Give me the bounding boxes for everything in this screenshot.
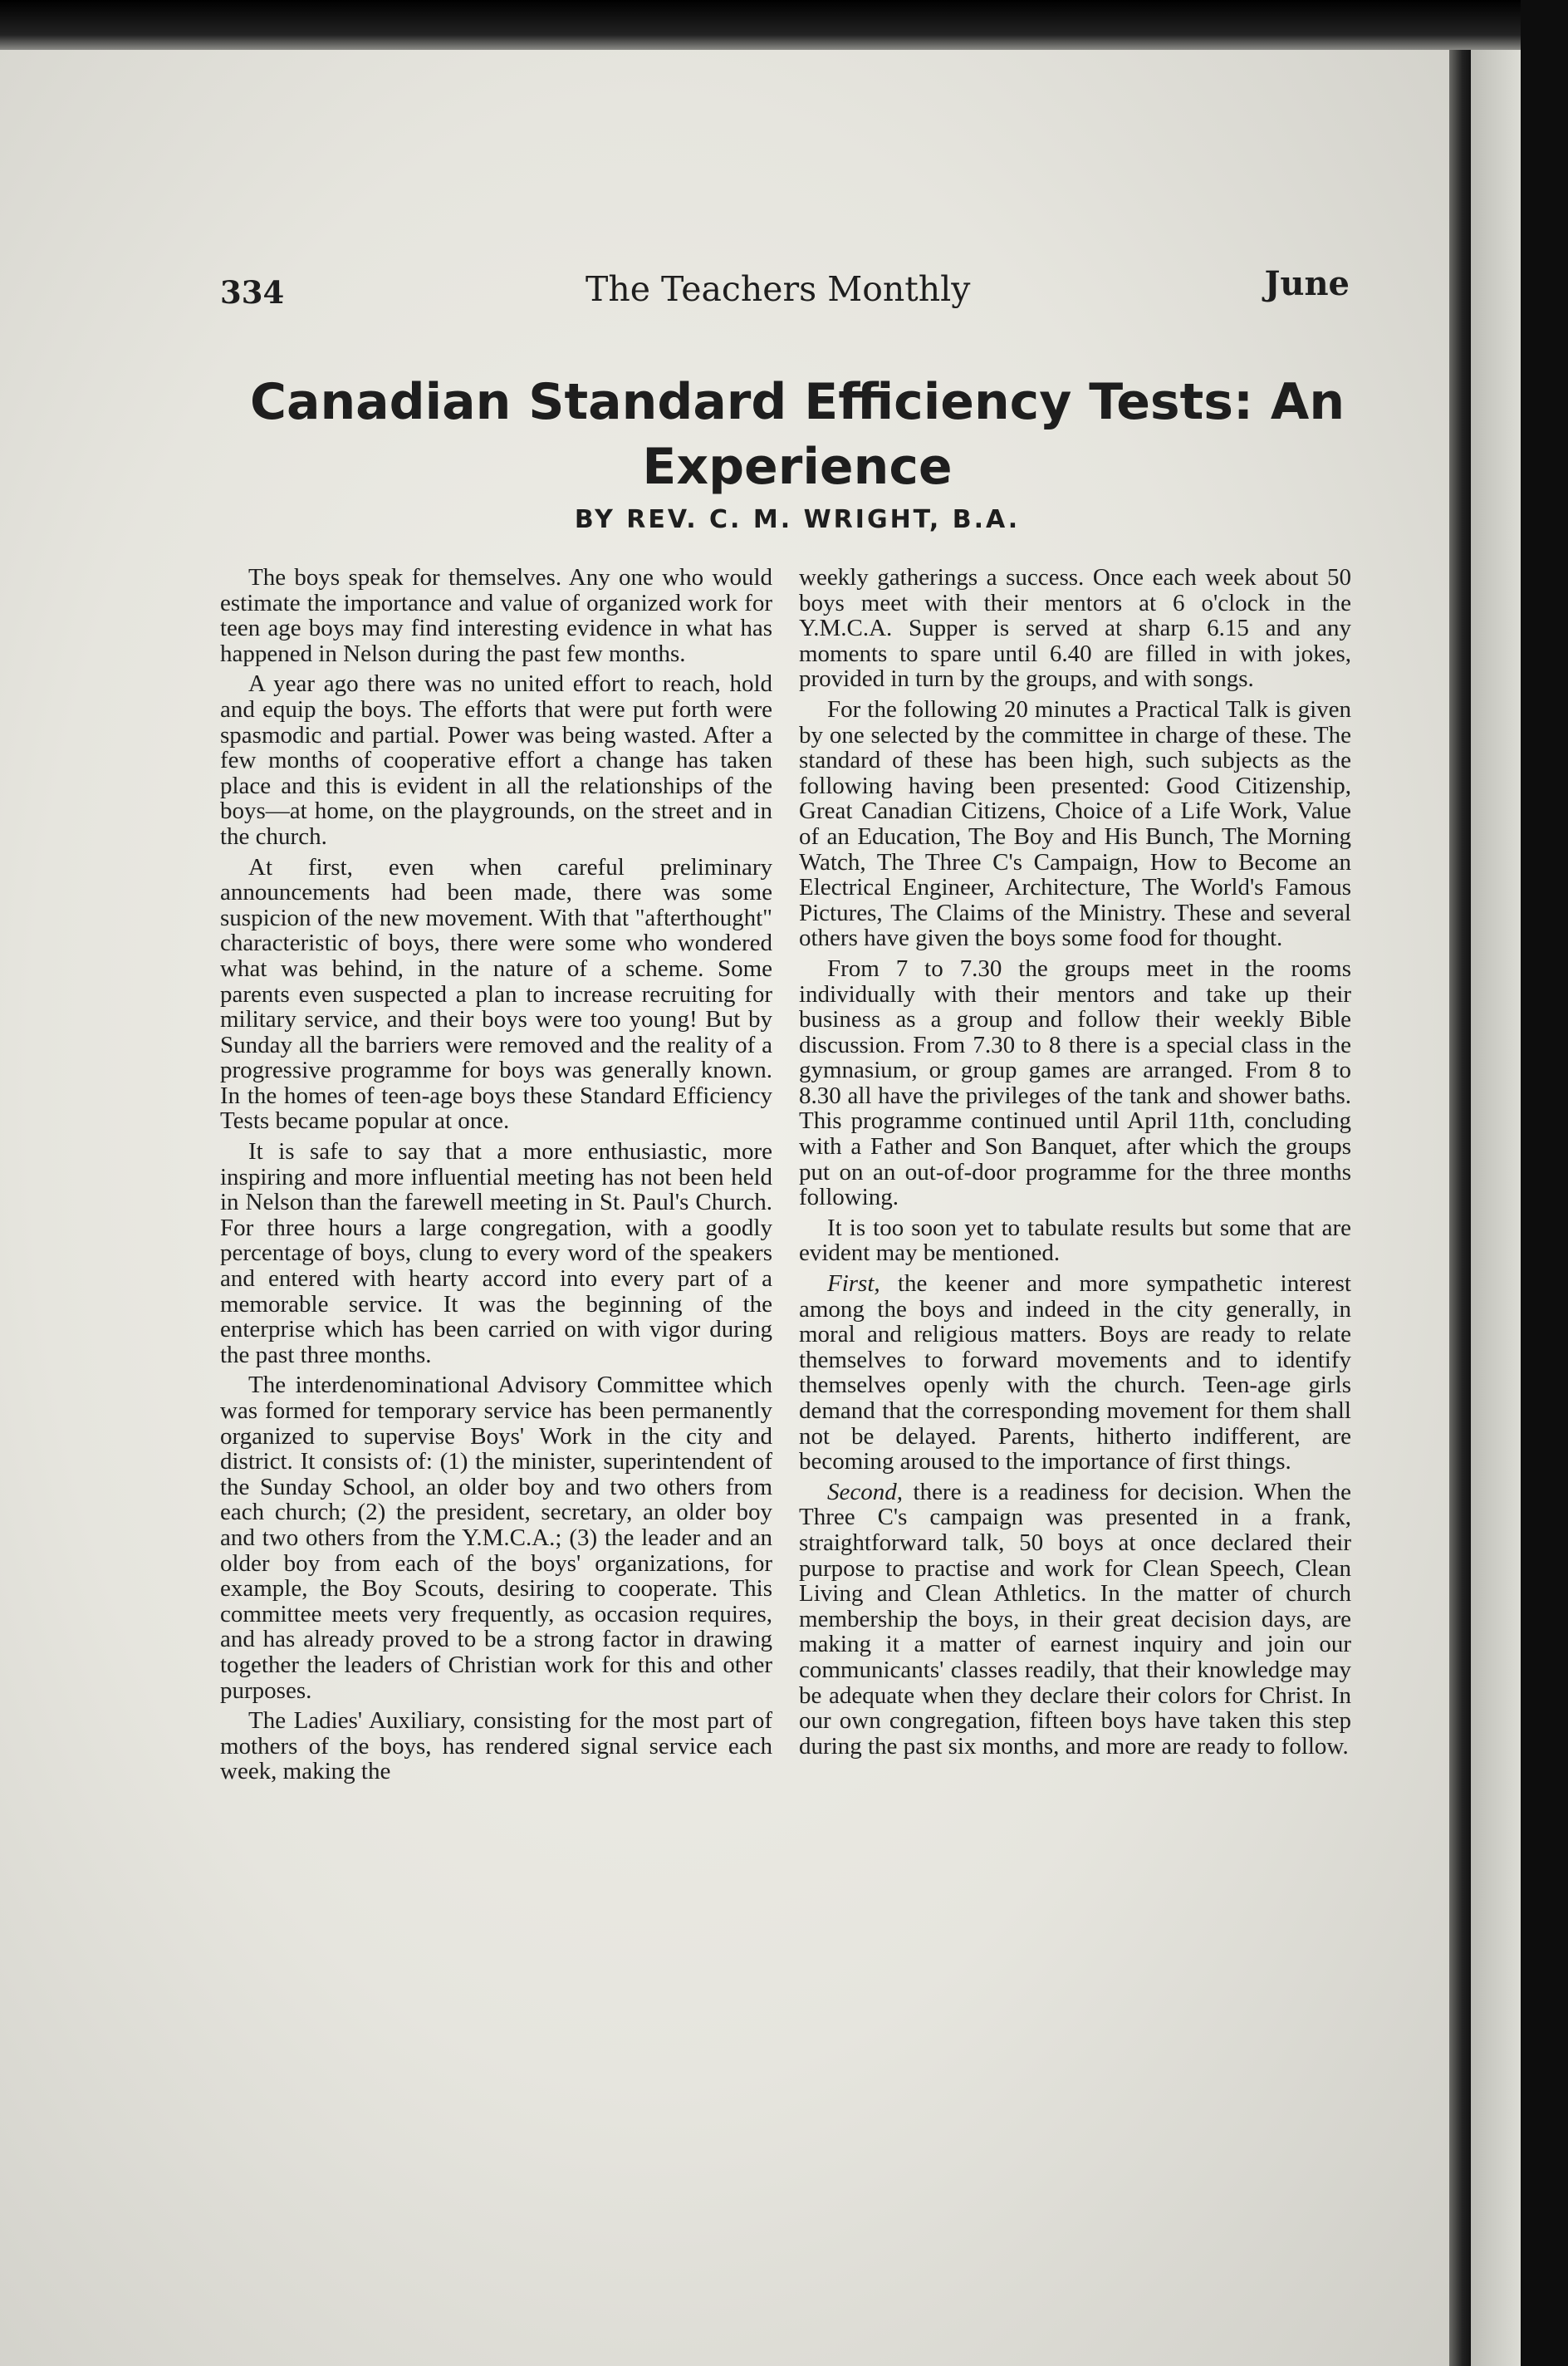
scan-top-shadow: [0, 0, 1568, 50]
first-result-text: the keener and more sympathetic interest among the boys and indeed in the city generally, in moral and religious matters. Boys are ready to relate themselves to forward movements and to identify themselves openly with the church. Teen-age girls demand that the corresponding movement for them shall not be delayed. Parents, hitherto indifferent, are becoming aroused to the importance of first things.: [799, 1270, 1351, 1475]
article-title: Canadian Standard Efficiency Tests: An Experience: [249, 373, 1345, 496]
first-lead-in: First,: [827, 1270, 880, 1298]
page-number: 334: [220, 274, 285, 311]
issue-month: June: [1264, 264, 1350, 303]
second-lead-in: Second,: [827, 1478, 903, 1505]
running-head: [220, 258, 1350, 311]
continued-paragraph: weekly gatherings a success. Once each week about 50 boys meet with their mentors at 6 o'clock in the Y.M.C.A. Supper is served at sharp 6.15 and any moments to spare until 6.40 are filled in with jokes, provided in turn by the groups, and with songs.: [799, 564, 1351, 693]
second-result-text: there is a readiness for decision. When the Three C's campaign was presented in a frank, straightforward talk, 50 boys at once declared their purpose to practise and work for Clean Speech, Clean Living and Clean Athletics. In the matter of church membership the boys, in their great decision days, are making it a matter of earnest inquiry and join our communicants' classes readily, that their knowledge may be adequate when they declare their colors for Christ. In our own congregation, fifteen boys have taken this step during the past six months, and more are ready to follow.: [799, 1478, 1351, 1760]
paragraph: At first, even when careful preliminary announcements had been made, there was some suspicion of the new movement. With that "afterthought" characteristic of boys, there were some who wondered what was behind, in the nature of a scheme. Some parents even suspected a plan to increase recruiting for military service, and their boys were too young! But by Sunday all the barriers were removed and the reality of a progressive programme for boys was generally known. In the homes of teen-age boys these Standard Efficiency Tests became popular at once.: [220, 853, 772, 1135]
paragraph: It is safe to say that a more enthusiastic, more inspiring and more influential meeting has not been held in Nelson than the farewell meeting in St. Paul's Church. For three hours a large congregation, with a goodly percentage of boys, clung to every word of the speakers and entered with hearty accord into every part of a memorable service. It was the beginning of the enterprise which has been carried on with vigor during the past three months.: [220, 1138, 772, 1368]
article-byline: BY REV. C. M. WRIGHT, B.A.: [574, 505, 1021, 534]
right-column: [799, 565, 1351, 1764]
paragraph: The boys speak for themselves. Any one who would estimate the importance and value of organized work for teen age boys may find interesting evidence in what has happened in Nelson during the past few months.: [220, 564, 772, 667]
scan-right-shadow: [1521, 0, 1568, 2366]
first-result-paragraph: [799, 1271, 1351, 1475]
left-column: [220, 565, 772, 1789]
paragraph: It is too soon yet to tabulate results but some that are evident may be mentioned.: [799, 1214, 1351, 1267]
paragraph: The Ladies' Auxiliary, consisting for the most part of mothers of the boys, has rendered signal service each week, making the: [220, 1707, 772, 1785]
book-binding-gutter: [1449, 50, 1471, 2366]
adjacent-page-edge: [1471, 50, 1521, 2366]
paragraph: For the following 20 minutes a Practical Talk is given by one selected by the committee in charge of these. The standard of these has been high, such subjects as the following having been presented: Good Citizenship, Great Canadian Citizens, Choice of a Life Work, Value of an Education, The Boy and His Bunch, The Morning Watch, The Three C's Campaign, How to Become an Electrical Engineer, Architecture, The World's Famous Pictures, The Claims of the Ministry. These and several others have given the boys some food for thought.: [799, 695, 1351, 952]
paragraph: From 7 to 7.30 the groups meet in the rooms individually with their mentors and take up their business as a group and follow their weekly Bible discussion. From 7.30 to 8 there is a special class in the gymnasium, or group games are arranged. From 8 to 8.30 all have the privileges of the tank and shower baths. This programme continued until April 11th, concluding with a Father and Son Banquet, after which the groups put on an out-of-door programme for the three months following.: [799, 955, 1351, 1211]
paragraph: A year ago there was no united effort to reach, hold and equip the boys. The efforts that were put forth were spasmodic and partial. Power was being wasted. After a few months of cooperative effort a change has taken place and this is evident in all the relationships of the boys—at home, on the playgrounds, on the street and in the church.: [220, 670, 772, 850]
journal-title: The Teachers Monthly: [586, 269, 971, 309]
book-page: [0, 50, 1449, 2366]
second-result-paragraph: [799, 1480, 1351, 1760]
paragraph: The interdenominational Advisory Committee which was formed for temporary service has been permanently organized to supervise Boys' Work in the city and district. It consists of: (1) the minister, superintendent of the Sunday School, an older boy and two others from each church; (2) the president, secretary, an older boy and two others from the Y.M.C.A.; (3) the leader and an older boy from each of the boys' organizations, for example, the Boy Scouts, desiring to cooperate. This committee meets very frequently, as occasion requires, and has already proved to be a strong factor in drawing together the leaders of Christian work for this and other purposes.: [220, 1372, 772, 1704]
